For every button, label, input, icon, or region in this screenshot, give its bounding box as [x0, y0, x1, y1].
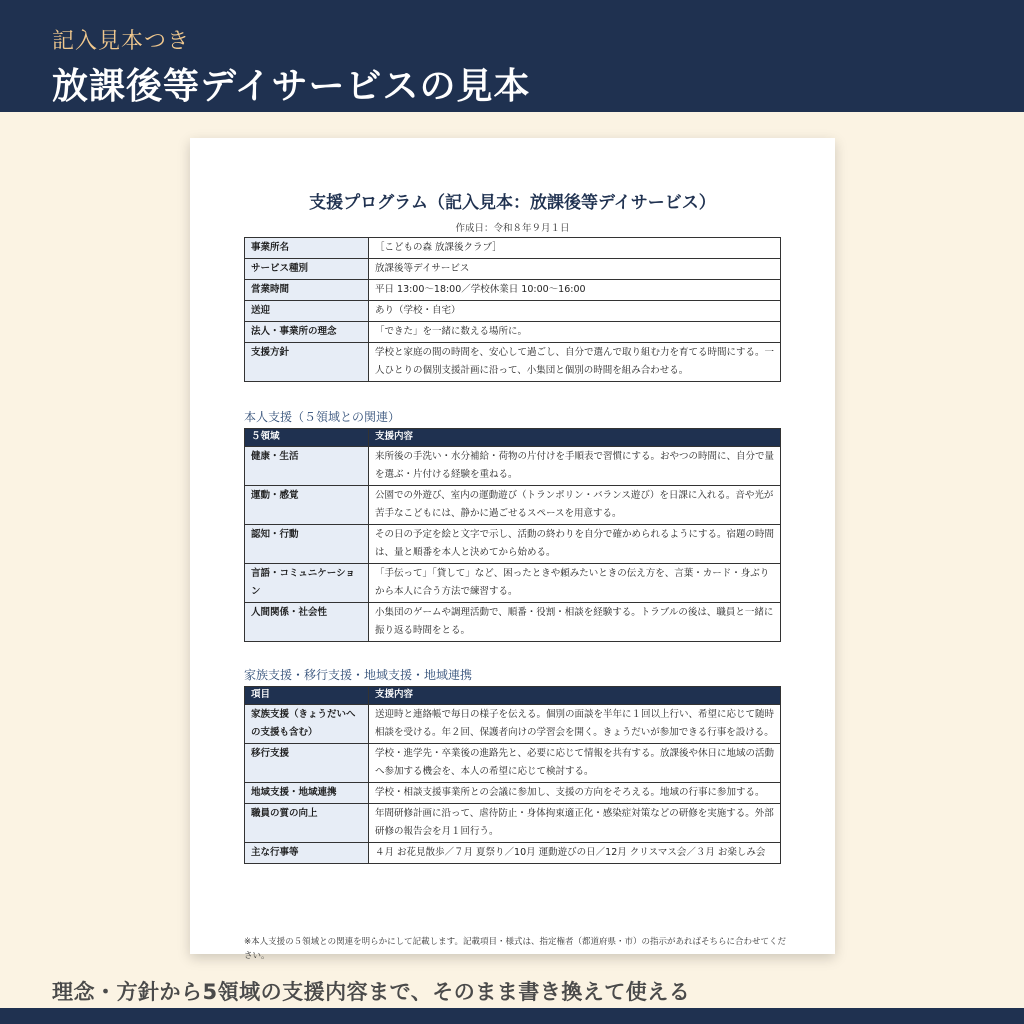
header-subtitle: 記入見本つき — [52, 29, 191, 54]
table-row — [245, 343, 781, 382]
table-row — [245, 804, 781, 843]
info-label: 営業時間 — [245, 280, 369, 301]
support-content: 小集団のゲームや調理活動で、順番・役割・相談を経験する。トラブルの後は、職員と一緒に振り返る時間をとる。 — [369, 603, 781, 642]
domain-label: 運動・感覚 — [245, 486, 369, 525]
domain-label: 言語・コミュニケーション — [245, 564, 369, 603]
document-date: 作成日：令和８年９月１日 — [455, 223, 570, 234]
table-row — [245, 783, 781, 804]
table-row — [245, 564, 781, 603]
family-support-table — [244, 686, 781, 864]
table-row — [245, 603, 781, 642]
table-row — [245, 744, 781, 783]
individual-support-table — [244, 428, 781, 642]
info-label: 事業所名 — [245, 238, 369, 259]
item-label: 主な行事等 — [245, 843, 369, 864]
section-heading-family: 家族支援・移行支援・地域支援・地域連携 — [244, 668, 473, 682]
column-header: 項目 — [245, 687, 369, 705]
info-table — [244, 237, 781, 382]
item-label: 家族支援（きょうだいへの支援も含む） — [245, 705, 369, 744]
support-content: 送迎時と連絡帳で毎日の様子を伝える。個別の面談を半年に１回以上行い、希望に応じて随時相談を受ける。年２回、保護者向けの学習会を開く。きょうだいが参加できる行事を設ける。 — [369, 705, 781, 744]
table-row — [245, 322, 781, 343]
support-content: 学校・相談支援事業所との会議に参加し、支援の方向をそろえる。地域の行事に参加する。 — [369, 783, 781, 804]
info-value: 学校と家庭の間の時間を、安心して過ごし、自分で選んで取り組む力を育てる時間にする。一人ひとりの個別支援計画に沿って、小集団と個別の時間を組み合わせる。 — [369, 343, 781, 382]
domain-label: 健康・生活 — [245, 447, 369, 486]
table-row — [245, 705, 781, 744]
support-content: 学校・進学先・卒業後の進路先と、必要に応じて情報を共有する。放課後や休日に地域の活動へ参加する機会を、本人の希望に応じて検討する。 — [369, 744, 781, 783]
info-label: 支援方針 — [245, 343, 369, 382]
info-value: 平日 13:00〜18:00／学校休業日 10:00〜16:00 — [369, 280, 781, 301]
info-value: ［こどもの森 放課後クラブ］ — [369, 238, 781, 259]
support-content: 年間研修計画に沿って、虐待防止・身体拘束適正化・感染症対策などの研修を実施する。外部研修の報告会を月１回行う。 — [369, 804, 781, 843]
table-row — [245, 447, 781, 486]
domain-label: 認知・行動 — [245, 525, 369, 564]
document-title: 支援プログラム（記入見本：放課後等デイサービス） — [309, 193, 716, 213]
item-label: 移行支援 — [245, 744, 369, 783]
info-label: 法人・事業所の理念 — [245, 322, 369, 343]
table-row — [245, 486, 781, 525]
footnote: ※本人支援の５領域との関連を明らかにして記載します。記載項目・様式は、指定権者（都道府県・市）の指示があればそちらに合わせてください。 — [244, 937, 786, 961]
table-row — [245, 843, 781, 864]
support-content: その日の予定を絵と文字で示し、活動の終わりを自分で確かめられるようにする。宿題の時間は、量と順番を本人と決めてから始める。 — [369, 525, 781, 564]
column-header: 支援内容 — [369, 429, 781, 447]
support-content: 来所後の手洗い・水分補給・荷物の片付けを手順表で習慣にする。おやつの時間に、自分で量を選ぶ・片付ける経験を重ねる。 — [369, 447, 781, 486]
header-title: 放課後等デイサービスの見本 — [52, 66, 531, 107]
header-banner — [0, 0, 1024, 112]
bottom-caption: 理念・方針から5領域の支援内容まで、そのまま書き換えて使える — [52, 980, 691, 1004]
table-row — [245, 525, 781, 564]
info-value: あり（学校・自宅） — [369, 301, 781, 322]
support-content: 公園での外遊び、室内の運動遊び（トランポリン・バランス遊び）を日課に入れる。音や光が苦手なこどもには、静かに過ごせるスペースを用意する。 — [369, 486, 781, 525]
info-label: 送迎 — [245, 301, 369, 322]
table-row — [245, 259, 781, 280]
item-label: 地域支援・地域連携 — [245, 783, 369, 804]
item-label: 職員の質の向上 — [245, 804, 369, 843]
info-value: 放課後等デイサービス — [369, 259, 781, 280]
support-content: 「手伝って」「貸して」など、困ったときや頼みたいときの伝え方を、言葉・カード・身ぶりから本人に合う方法で練習する。 — [369, 564, 781, 603]
support-content: ４月 お花見散歩／７月 夏祭り／10月 運動遊びの日／12月 クリスマス会／３月 お楽しみ会 — [369, 843, 781, 864]
column-header: ５領域 — [245, 429, 369, 447]
document-sheet — [190, 138, 835, 961]
info-value: 「できた」を一緒に数える場所に。 — [369, 322, 781, 343]
info-label: サービス種別 — [245, 259, 369, 280]
table-header-row — [245, 687, 781, 705]
table-row — [245, 280, 781, 301]
table-row — [245, 301, 781, 322]
table-header-row — [245, 429, 781, 447]
column-header: 支援内容 — [369, 687, 781, 705]
domain-label: 人間関係・社会性 — [245, 603, 369, 642]
section-heading-individual: 本人支援（５領域との関連） — [244, 410, 401, 424]
bottom-bar — [0, 1008, 1024, 1024]
table-row — [245, 238, 781, 259]
